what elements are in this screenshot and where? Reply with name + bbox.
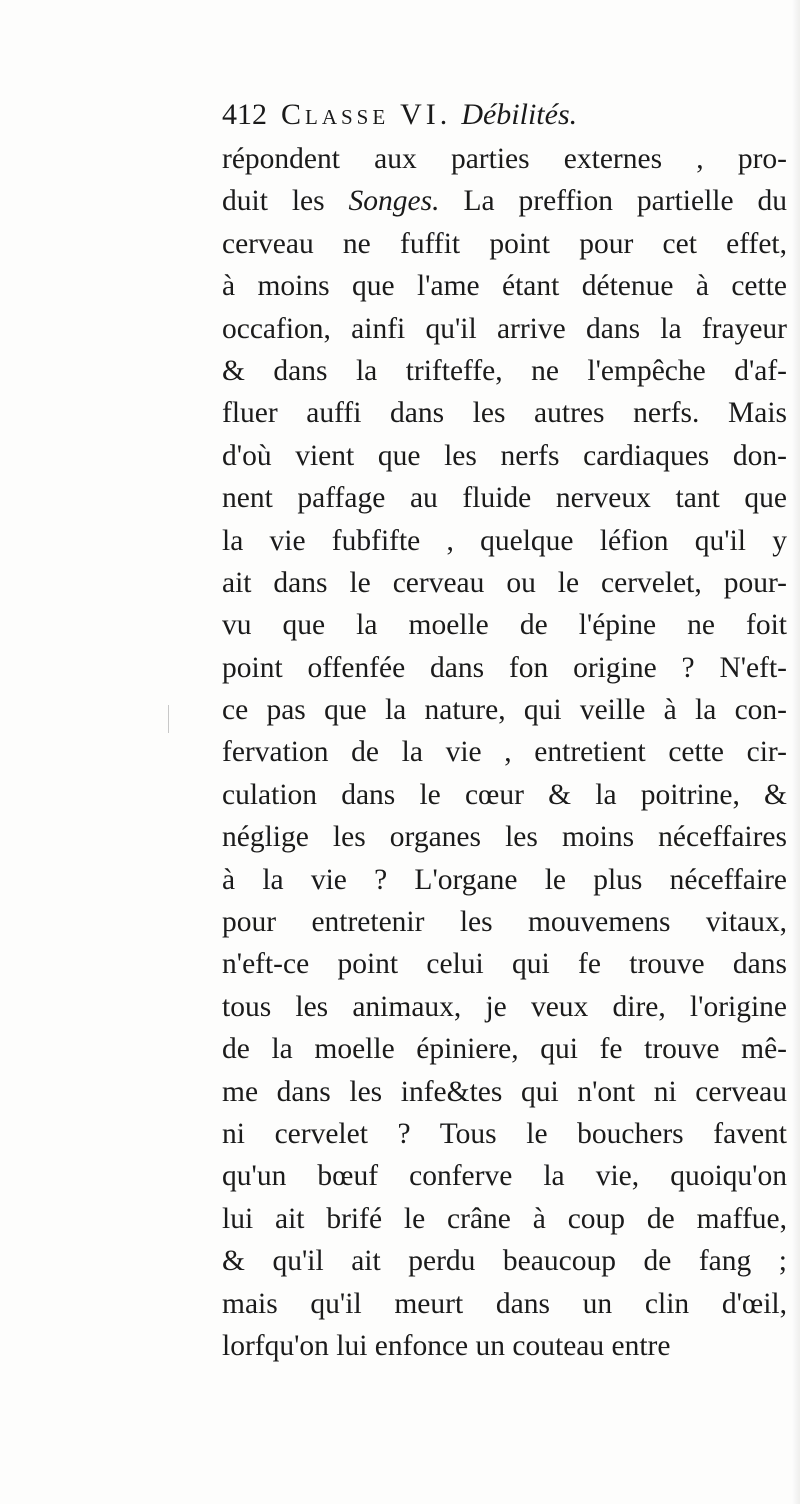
italic-word: Songes. bbox=[348, 185, 440, 218]
text-line: néglige les organes les moins néceffaires bbox=[222, 821, 787, 854]
page-number: 412 bbox=[222, 98, 267, 131]
text-line: de la moelle épiniere, qui fe trouve mê- bbox=[222, 1033, 787, 1066]
text-line: lorfqu'on lui enfonce un couteau entre bbox=[222, 1329, 671, 1362]
text-line: tous les animaux, je veux dire, l'origine bbox=[222, 990, 787, 1023]
text-line: occafion, ainfi qu'il arrive dans la frayeur bbox=[222, 312, 787, 345]
margin-mark bbox=[168, 705, 175, 733]
text-line: nent paffage au fluide nerveux tant que bbox=[222, 482, 787, 515]
text-line: répondent aux parties externes , pro- bbox=[222, 143, 787, 175]
text-line: d'où vient que les nerfs cardiaques don- bbox=[222, 439, 787, 472]
text-line: pour entretenir les mouvemens vitaux, bbox=[222, 906, 787, 939]
text-line: mais qu'il meurt dans un clin d'œil, bbox=[222, 1287, 787, 1320]
text-line: me dans les infe&tes qui n'ont ni cerveau bbox=[222, 1075, 787, 1108]
text-line-start: duit les bbox=[222, 185, 349, 218]
text-line: à moins que l'ame étant détenue à cette bbox=[222, 270, 787, 303]
text-line: fervation de la vie , entretient cette cir- bbox=[222, 736, 787, 769]
page-edge bbox=[792, 0, 800, 1504]
text-line bbox=[222, 180, 787, 222]
text-line: lui ait brifé le crâne à coup de maffue, bbox=[222, 1202, 787, 1235]
text-line: & dans la trifteffe, ne l'empêche d'af- bbox=[222, 354, 787, 387]
text-line: ni cervelet ? Tous le bouchers favent bbox=[222, 1117, 787, 1150]
text-line: fluer auffi dans les autres nerfs. Mais bbox=[222, 397, 787, 430]
page-header bbox=[222, 98, 742, 142]
text-line: ait dans le cerveau ou le cervelet, pour- bbox=[222, 566, 787, 599]
text-line: la vie fubfifte , quelque léfion qu'il y bbox=[222, 524, 787, 557]
text-line: point offenfée dans fon origine ? N'eft- bbox=[222, 651, 787, 684]
text-line: à la vie ? L'organe le plus néceffaire bbox=[222, 863, 787, 896]
body-text bbox=[222, 138, 787, 1367]
text-line: culation dans le cœur & la poitrine, & bbox=[222, 778, 787, 811]
text-line: qu'un bœuf conferve la vie, quoiqu'on bbox=[222, 1160, 787, 1193]
text-line: & qu'il ait perdu beaucoup de fang ; bbox=[222, 1245, 787, 1278]
text-line: vu que la moelle de l'épine ne foit bbox=[222, 609, 787, 642]
text-line: n'eft-ce point celui qui fe trouve dans bbox=[222, 948, 787, 981]
text-line: cerveau ne fuffit point pour cet effet, bbox=[222, 227, 787, 260]
running-head-italic: Débilités. bbox=[461, 98, 578, 131]
text-line-rest: La preffion partielle du bbox=[439, 185, 787, 218]
text-line: ce pas que la nature, qui veille à la con- bbox=[222, 694, 787, 727]
running-head: Classe VI. bbox=[281, 98, 452, 131]
